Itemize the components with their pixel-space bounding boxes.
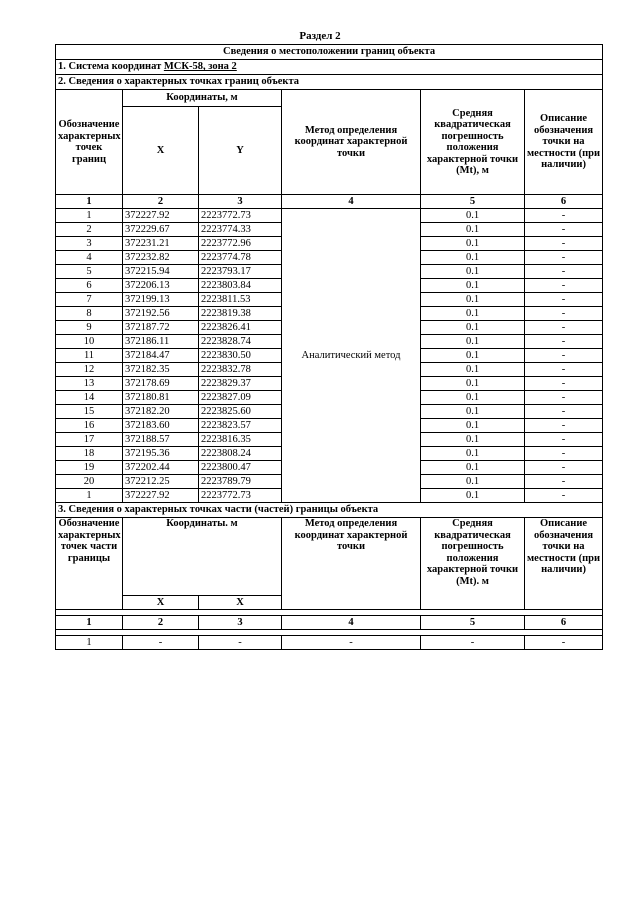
description-cell: - <box>525 209 603 223</box>
description-cell: - <box>525 433 603 447</box>
part3-colnum: 3 <box>199 616 282 630</box>
error-cell: 0.1 <box>421 209 525 223</box>
point-number-cell: 1 <box>56 209 123 223</box>
part2-colnum: 5 <box>421 195 525 209</box>
error-cell: 0.1 <box>421 461 525 475</box>
point-number-cell: 11 <box>56 349 123 363</box>
part2-title-row <box>56 75 603 90</box>
description-cell: - <box>525 461 603 475</box>
error-cell: 0.1 <box>421 405 525 419</box>
part2-header-y: Y <box>199 107 282 195</box>
boundary-table <box>55 44 603 650</box>
y-coordinate-cell: 2223772.73 <box>199 489 282 503</box>
point-number-cell: 12 <box>56 363 123 377</box>
error-cell: 0.1 <box>421 279 525 293</box>
coord-system-row <box>56 60 603 75</box>
y-coordinate-cell: 2223811.53 <box>199 293 282 307</box>
description-cell: - <box>525 405 603 419</box>
description-cell: - <box>525 419 603 433</box>
table-title: Сведения о местоположении границ объекта <box>56 45 603 60</box>
part3-colnum: 2 <box>123 616 199 630</box>
x-coordinate-cell: 372199.13 <box>123 293 199 307</box>
description-cell: - <box>525 349 603 363</box>
error-cell: 0.1 <box>421 447 525 461</box>
description-cell: - <box>525 223 603 237</box>
point-number-cell: 1 <box>56 489 123 503</box>
point-number-cell: 2 <box>56 223 123 237</box>
part2-colnum-row <box>56 195 603 209</box>
x-coordinate-cell: 372187.72 <box>123 321 199 335</box>
point-number-cell: 20 <box>56 475 123 489</box>
point-number-cell: 13 <box>56 377 123 391</box>
method-cell: Аналитический метод <box>282 209 421 503</box>
section-label: Раздел 2 <box>299 30 341 42</box>
error-cell: - <box>421 636 525 650</box>
part3-colnum: 5 <box>421 616 525 630</box>
part3-header-error: Средняя квадратическая погрешность положения характерной точки (Mt). м <box>421 518 525 610</box>
part2-header-x: X <box>123 107 199 195</box>
part3-header-description: Описание обозначения точки на местности (при наличии) <box>525 518 603 610</box>
point-number-cell: 17 <box>56 433 123 447</box>
x-coordinate-cell: 372212.25 <box>123 475 199 489</box>
x-coordinate-cell: 372215.94 <box>123 265 199 279</box>
part2-colnum: 2 <box>123 195 199 209</box>
error-cell: 0.1 <box>421 377 525 391</box>
description-cell: - <box>525 475 603 489</box>
coord-system-name: МСК-58, зона 2 <box>163 61 237 73</box>
part2-header-error: Средняя квадратическая погрешность положения характерной точки (Mt), м <box>421 90 525 195</box>
x-coordinate-cell: 372232.82 <box>123 251 199 265</box>
y-coordinate-cell: 2223829.37 <box>199 377 282 391</box>
y-coordinate-cell: 2223823.57 <box>199 419 282 433</box>
point-number-cell: 16 <box>56 419 123 433</box>
error-cell: 0.1 <box>421 391 525 405</box>
y-coordinate-cell: 2223774.33 <box>199 223 282 237</box>
error-cell: 0.1 <box>421 223 525 237</box>
part2-header-description: Описание обозначения точки на местности (при наличии) <box>525 90 603 195</box>
description-cell: - <box>525 489 603 503</box>
part3-colnum-row <box>56 616 603 630</box>
y-coordinate-cell: 2223789.79 <box>199 475 282 489</box>
y-coordinate-cell: 2223825.60 <box>199 405 282 419</box>
x-coordinate-cell: 372229.67 <box>123 223 199 237</box>
part3-header-point: Обозначение характерных точек части границы <box>56 518 123 610</box>
part3-title: 3. Сведения о характерных точках части (частей) границы объекта <box>56 503 603 518</box>
part2-colnum: 1 <box>56 195 123 209</box>
x-coordinate-cell: 372178.69 <box>123 377 199 391</box>
part2-title: 2. Сведения о характерных точках границ объекта <box>56 75 603 90</box>
part3-header-y: X <box>199 596 282 610</box>
description-cell: - <box>525 391 603 405</box>
error-cell: 0.1 <box>421 363 525 377</box>
point-number-cell: 18 <box>56 447 123 461</box>
description-cell: - <box>525 307 603 321</box>
y-coordinate-cell: 2223772.96 <box>199 237 282 251</box>
description-cell: - <box>525 293 603 307</box>
x-coordinate-cell: 372192.56 <box>123 307 199 321</box>
description-cell: - <box>525 237 603 251</box>
part2-colnum: 4 <box>282 195 421 209</box>
x-coordinate-cell: 372227.92 <box>123 209 199 223</box>
y-coordinate-cell: - <box>199 636 282 650</box>
point-number-cell: 5 <box>56 265 123 279</box>
description-cell: - <box>525 636 603 650</box>
y-coordinate-cell: 2223828.74 <box>199 335 282 349</box>
y-coordinate-cell: 2223774.78 <box>199 251 282 265</box>
error-cell: 0.1 <box>421 307 525 321</box>
method-cell: - <box>282 636 421 650</box>
coord-system <box>56 60 603 75</box>
point-number-cell: 4 <box>56 251 123 265</box>
description-cell: - <box>525 377 603 391</box>
y-coordinate-cell: 2223808.24 <box>199 447 282 461</box>
part3-header-row-1 <box>56 518 603 596</box>
point-number-cell: 10 <box>56 335 123 349</box>
x-coordinate-cell: 372186.11 <box>123 335 199 349</box>
point-number-cell: 1 <box>56 636 123 650</box>
part2-colnum: 6 <box>525 195 603 209</box>
x-coordinate-cell: 372195.36 <box>123 447 199 461</box>
part3-colnum: 6 <box>525 616 603 630</box>
part3-title-row <box>56 503 603 518</box>
x-coordinate-cell: 372183.60 <box>123 419 199 433</box>
part2-colnum: 3 <box>199 195 282 209</box>
table-row <box>56 636 603 650</box>
point-number-cell: 7 <box>56 293 123 307</box>
point-number-cell: 9 <box>56 321 123 335</box>
point-number-cell: 19 <box>56 461 123 475</box>
x-coordinate-cell: 372227.92 <box>123 489 199 503</box>
y-coordinate-cell: 2223793.17 <box>199 265 282 279</box>
part3-header-x: X <box>123 596 199 610</box>
x-coordinate-cell: 372202.44 <box>123 461 199 475</box>
error-cell: 0.1 <box>421 489 525 503</box>
error-cell: 0.1 <box>421 349 525 363</box>
description-cell: - <box>525 335 603 349</box>
error-cell: 0.1 <box>421 475 525 489</box>
x-coordinate-cell: - <box>123 636 199 650</box>
error-cell: 0.1 <box>421 251 525 265</box>
point-number-cell: 8 <box>56 307 123 321</box>
x-coordinate-cell: 372231.21 <box>123 237 199 251</box>
error-cell: 0.1 <box>421 293 525 307</box>
title-row <box>56 45 603 60</box>
part3-header-method: Метод определения координат характерной точки <box>282 518 421 610</box>
description-cell: - <box>525 265 603 279</box>
part2-header-method: Метод определения координат характерной точки <box>282 90 421 195</box>
x-coordinate-cell: 372188.57 <box>123 433 199 447</box>
y-coordinate-cell: 2223816.35 <box>199 433 282 447</box>
description-cell: - <box>525 279 603 293</box>
part2-header-point: Обозначение характерных точек границ <box>56 90 123 195</box>
table-row <box>56 209 603 223</box>
error-cell: 0.1 <box>421 419 525 433</box>
y-coordinate-cell: 2223827.09 <box>199 391 282 405</box>
y-coordinate-cell: 2223826.41 <box>199 321 282 335</box>
error-cell: 0.1 <box>421 335 525 349</box>
point-number-cell: 3 <box>56 237 123 251</box>
point-number-cell: 6 <box>56 279 123 293</box>
x-coordinate-cell: 372184.47 <box>123 349 199 363</box>
part2-header-row-1 <box>56 90 603 107</box>
x-coordinate-cell: 372182.20 <box>123 405 199 419</box>
description-cell: - <box>525 363 603 377</box>
y-coordinate-cell: 2223800.47 <box>199 461 282 475</box>
y-coordinate-cell: 2223772.73 <box>199 209 282 223</box>
description-cell: - <box>525 251 603 265</box>
y-coordinate-cell: 2223832.78 <box>199 363 282 377</box>
point-number-cell: 15 <box>56 405 123 419</box>
part3-header-coords: Координаты. м <box>123 518 282 596</box>
description-cell: - <box>525 447 603 461</box>
y-coordinate-cell: 2223819.38 <box>199 307 282 321</box>
error-cell: 0.1 <box>421 237 525 251</box>
x-coordinate-cell: 372182.35 <box>123 363 199 377</box>
part2-header-coords: Координаты, м <box>123 90 282 107</box>
error-cell: 0.1 <box>421 321 525 335</box>
error-cell: 0.1 <box>421 433 525 447</box>
part3-colnum: 4 <box>282 616 421 630</box>
error-cell: 0.1 <box>421 265 525 279</box>
point-number-cell: 14 <box>56 391 123 405</box>
part3-colnum: 1 <box>56 616 123 630</box>
description-cell: - <box>525 321 603 335</box>
coord-system-prefix: 1. Система координат <box>58 61 164 73</box>
x-coordinate-cell: 372206.13 <box>123 279 199 293</box>
y-coordinate-cell: 2223803.84 <box>199 279 282 293</box>
x-coordinate-cell: 372180.81 <box>123 391 199 405</box>
y-coordinate-cell: 2223830.50 <box>199 349 282 363</box>
